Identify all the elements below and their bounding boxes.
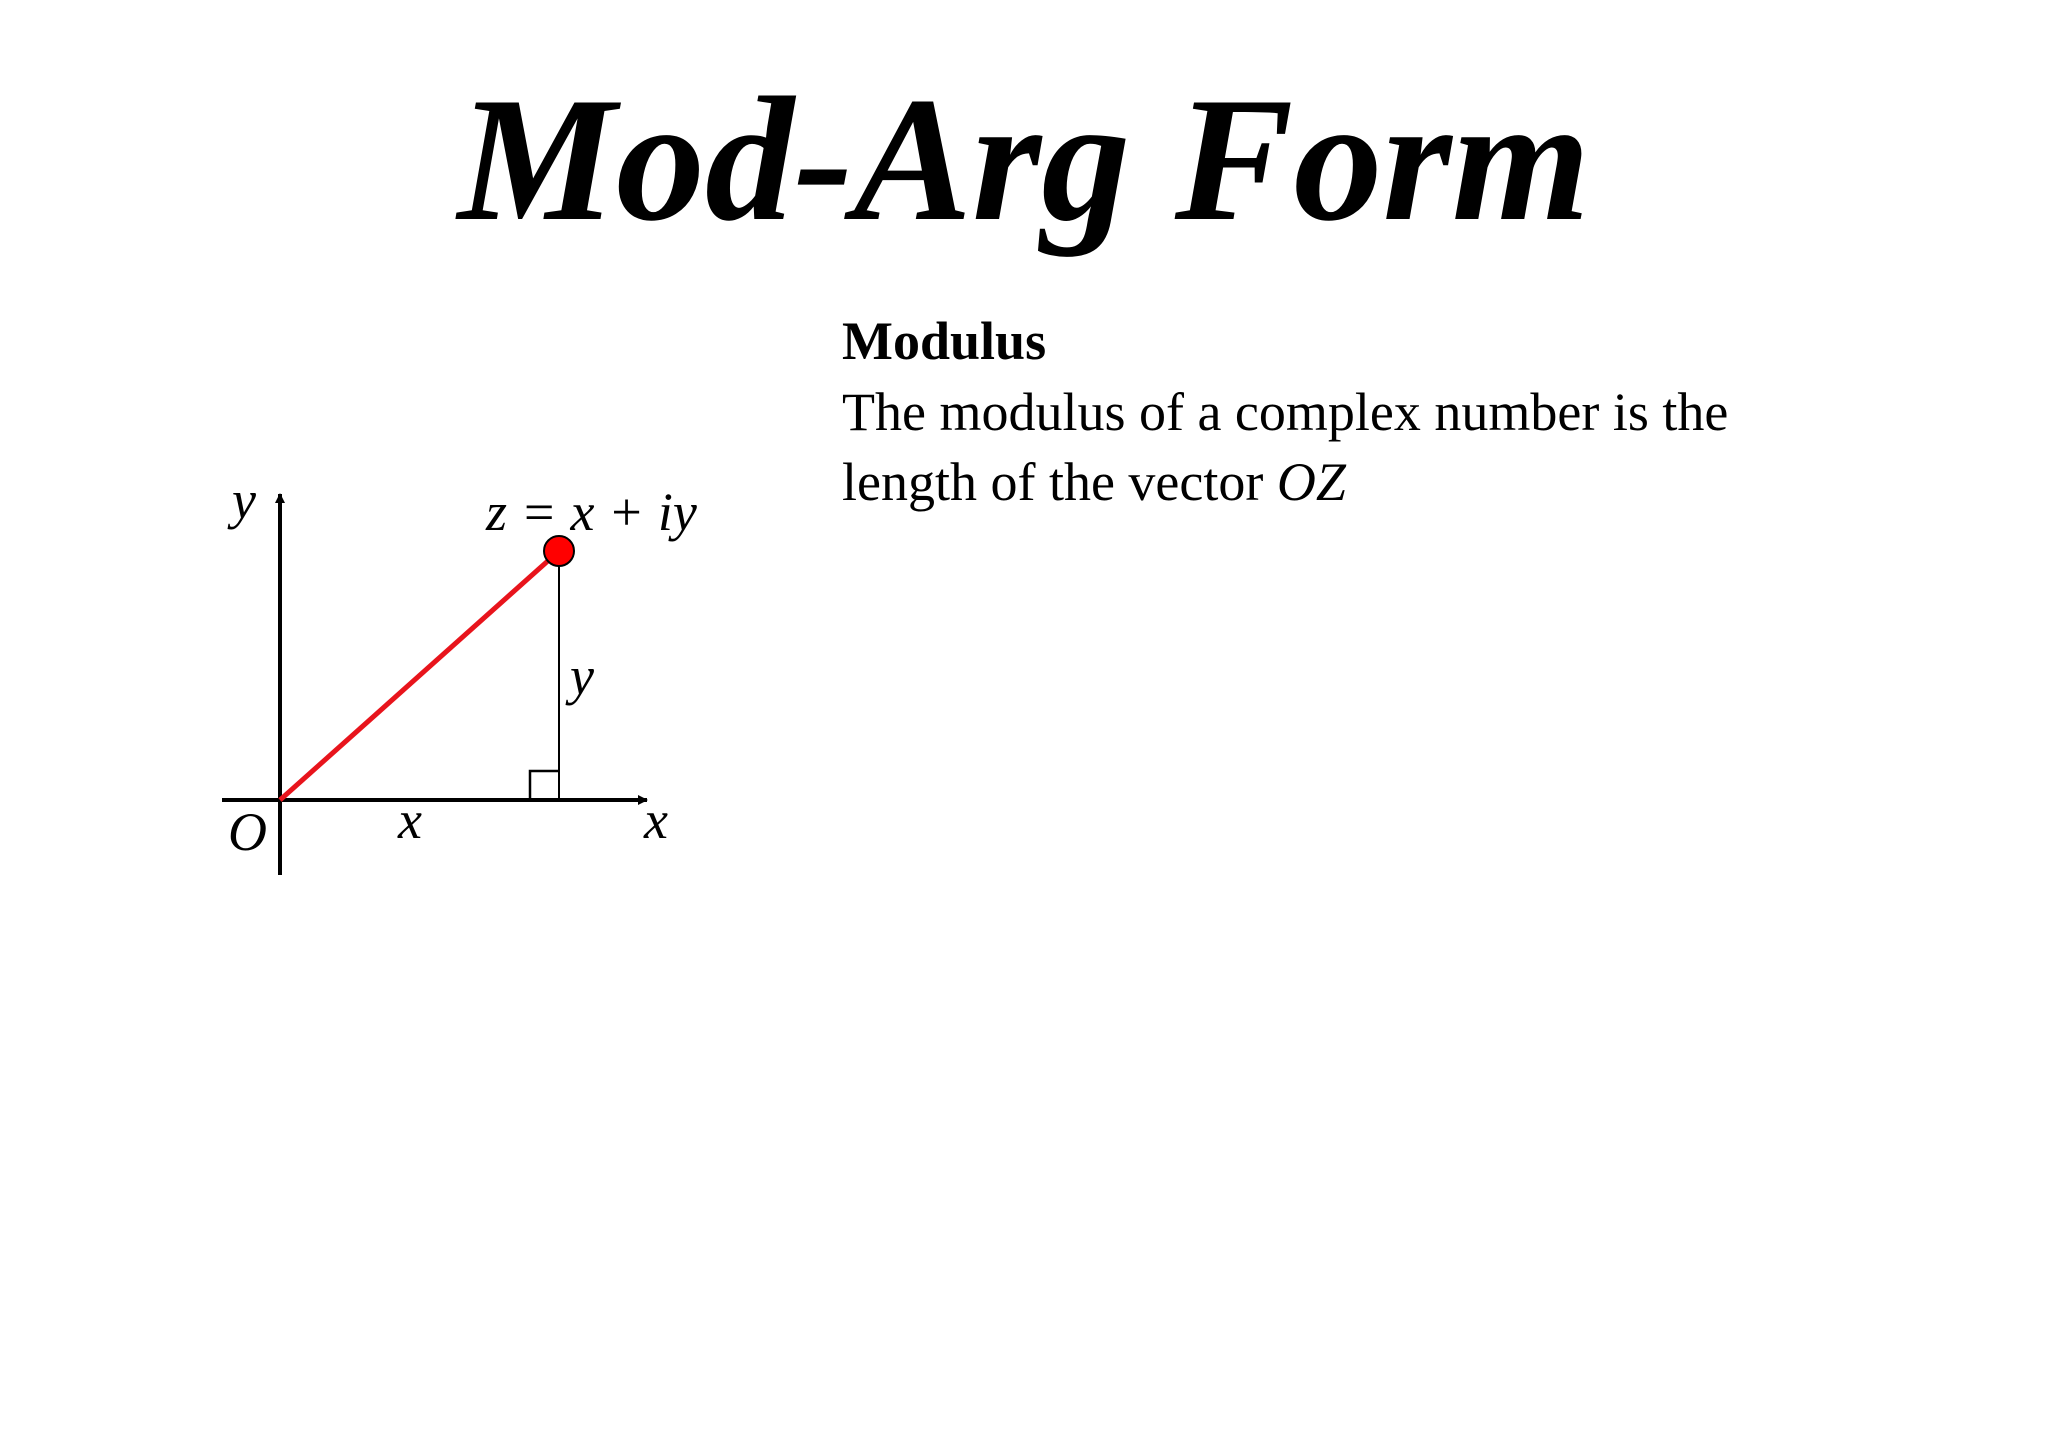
- modulus-description-line-1: The modulus of a complex number is the: [842, 382, 1729, 442]
- vector-oz: [280, 551, 559, 800]
- origin-label: O: [228, 802, 267, 862]
- horizontal-length-label: x: [398, 790, 422, 850]
- point-z-label: z = x + iy: [486, 482, 697, 542]
- vertical-length-label: y: [570, 646, 594, 706]
- section-heading: Modulus: [842, 311, 1047, 371]
- vector-name: OZ: [1276, 452, 1346, 512]
- right-angle-marker: [530, 771, 559, 800]
- slide-title: Mod-Arg Form: [457, 60, 1591, 258]
- description-text: length of the vector: [842, 452, 1277, 512]
- y-axis-label: y: [232, 470, 256, 530]
- x-axis-label: x: [644, 790, 668, 850]
